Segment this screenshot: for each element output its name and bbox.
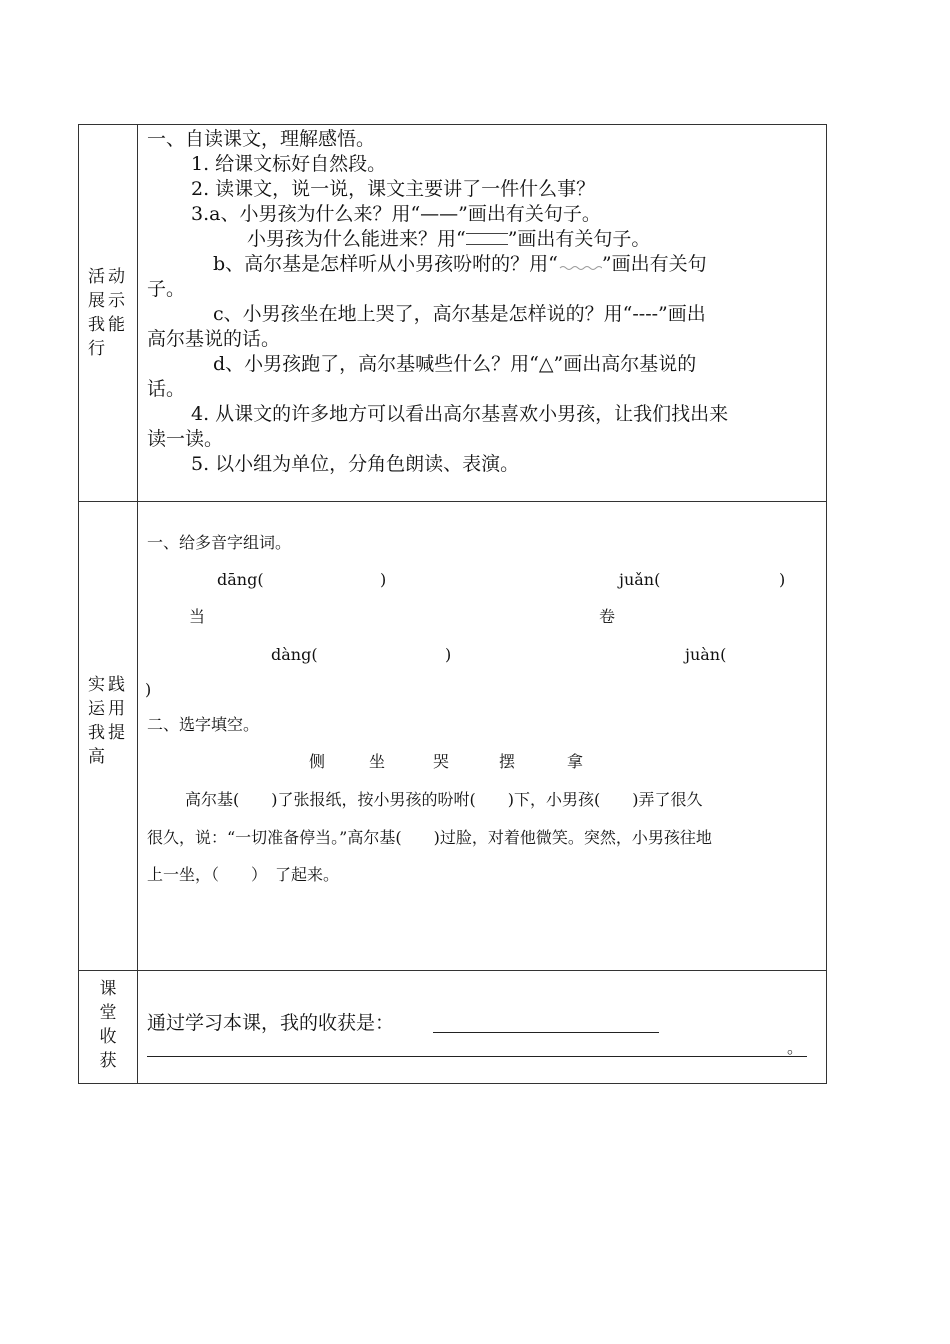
activity-item-4-1: 4. 从课文的许多地方可以看出高尔基喜欢小男孩，让我们找出来 (191, 403, 729, 425)
activity-item-3c-2: 高尔基说的话。 (147, 328, 281, 350)
pinyin-juan2: juàn( (685, 645, 727, 664)
activity-item-3b: b、高尔基是怎样听从小男孩吩咐的？用“ ”画出有关句 (213, 253, 707, 275)
activity-item-5: 5. 以小组为单位，分角色朗读、表演。 (191, 453, 520, 475)
worksheet-table (78, 124, 827, 1084)
pinyin-juan1: juǎn( (619, 570, 661, 589)
activity-item-2: 2. 读课文，说一说，课文主要讲了一件什么事？ (191, 178, 596, 200)
practice-q1-heading: 一、给多音字组词。 (147, 533, 292, 552)
option-3: 哭 (433, 752, 450, 771)
pinyin-dang1: dāng( (217, 570, 264, 589)
activity-heading: 一、自读课文，理解感悟。 (147, 128, 376, 150)
pinyin-dang2: dàng( (271, 645, 318, 664)
gain-prompt: 通过学习本课，我的收获是： (147, 1012, 395, 1034)
pinyin-juan1-close: ) (779, 570, 786, 589)
pinyin-dang2-close: ) (445, 645, 452, 664)
gain-label: 课 堂 收 获 (99, 979, 117, 1071)
activity-item-3a: 3.a、小男孩为什么来？用“——”画出有关句子。 (191, 203, 601, 225)
activity-item-3a-2: 小男孩为什么能进来？用“ ”画出有关句子。 (247, 228, 651, 250)
practice-label: 实践 运用 我提 高 (88, 675, 128, 767)
option-1: 侧 (309, 752, 326, 771)
activity-item-3c-1: c、小男孩坐在地上哭了，高尔基是怎样说的？用“----”画出 (213, 303, 706, 325)
activity-item-3d-2: 话。 (147, 378, 186, 400)
activity-label: 活动 展示 我能 行 (88, 267, 128, 359)
pinyin-juan2-close: ) (145, 680, 152, 699)
activity-item-1: 1. 给课文标好自然段。 (191, 153, 387, 175)
activity-item-3d-1: d、小男孩跑了，高尔基喊些什么？用“△”画出高尔基说的 (213, 353, 697, 375)
answer-line-1 (433, 1032, 659, 1033)
option-4: 摆 (499, 752, 516, 771)
double-line-mark (466, 233, 508, 245)
activity-item-3b-cont: 子。 (147, 278, 186, 300)
row-divider-1 (79, 501, 826, 502)
wavy-line-mark (558, 258, 602, 272)
pinyin-dang1-close: ) (380, 570, 387, 589)
option-2: 坐 (369, 752, 386, 771)
answer-line-2 (147, 1056, 807, 1057)
fill-paragraph-line-2: 很久，说：“一切准备停当。”高尔基( )过脸，对着他微笑。突然，小男孩往地 (147, 828, 712, 847)
row-divider-2 (79, 970, 826, 971)
column-divider (137, 125, 138, 1083)
gain-end-mark: 。 (787, 1038, 804, 1057)
fill-paragraph-line-3: 上一坐，（ ） 了起来。 (147, 865, 340, 884)
practice-q2-heading: 二、选字填空。 (147, 715, 260, 734)
activity-item-4-2: 读一读。 (147, 428, 224, 450)
option-5: 拿 (567, 752, 584, 771)
char-dang: 当 (189, 607, 206, 626)
fill-paragraph-line-1: 高尔基( )了张报纸，按小男孩的吩咐( )下，小男孩( )弄了很久 (185, 790, 703, 809)
char-juan: 卷 (599, 607, 616, 626)
